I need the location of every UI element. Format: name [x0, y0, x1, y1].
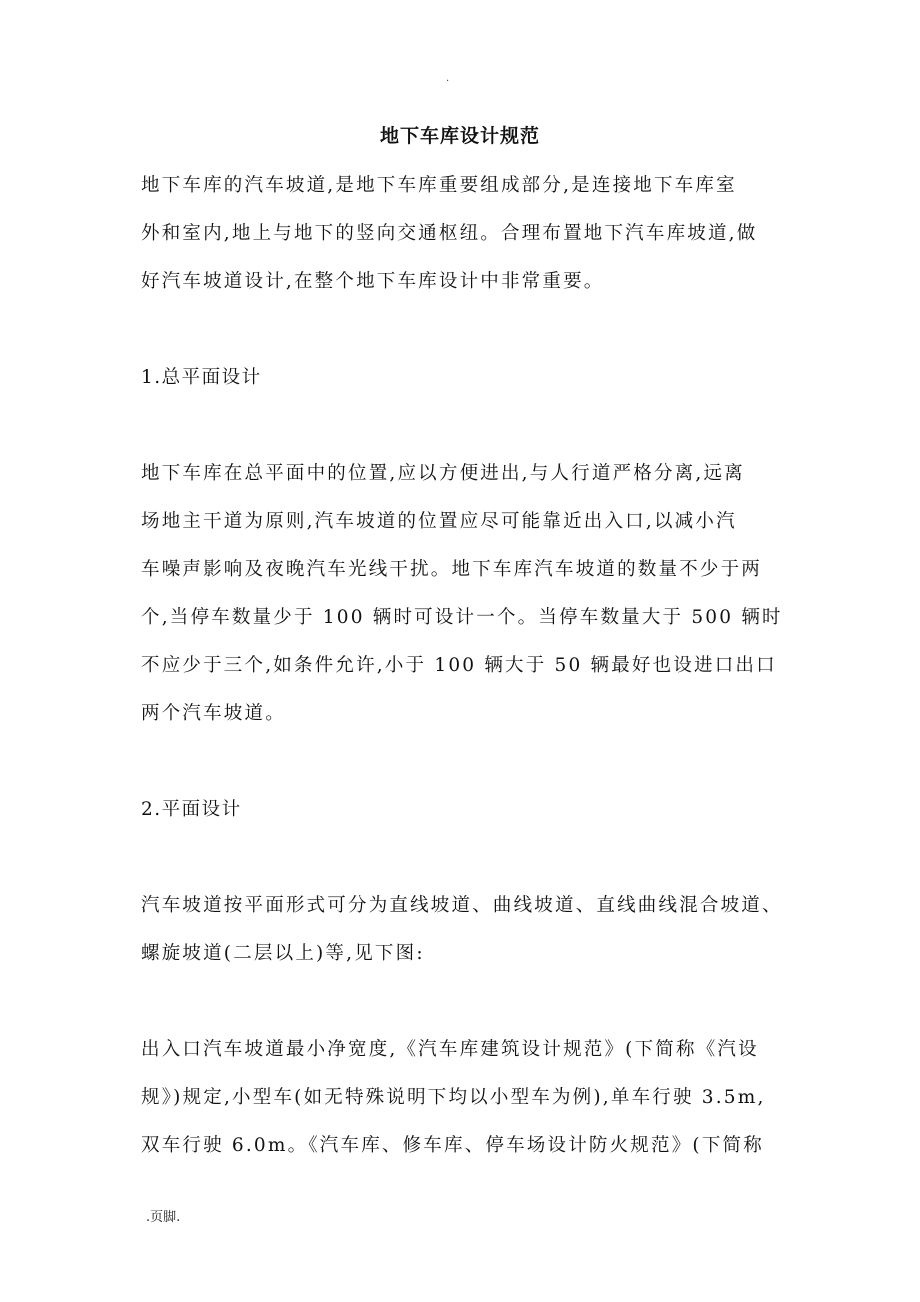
text-line: 场地主干道为原则,汽车坡道的位置应尽可能靠近出入口,以减小汽: [141, 511, 737, 532]
section-heading: 2.平面设计: [141, 799, 242, 820]
section-heading: 1.总平面设计: [141, 367, 262, 388]
text-line: 地下车库的汽车坡道,是地下车库重要组成部分,是连接地下车库室: [141, 175, 737, 196]
text-line: 规》)规定,小型车(如无特殊说明下均以小型车为例),单车行驶 3.5m,: [141, 1087, 766, 1108]
text-line: 双车行驶 6.0m。《汽车库、修车库、停车场设计防火规范》(下简称: [141, 1135, 764, 1156]
text-line: 车噪声影响及夜晚汽车光线干扰。地下车库汽车坡道的数量不少于两: [141, 559, 763, 580]
text-line: 螺旋坡道(二层以上)等,见下图:: [141, 943, 425, 964]
text-line: 好汽车坡道设计,在整个地下车库设计中非常重要。: [141, 271, 605, 292]
text-line: 两个汽车坡道。: [141, 703, 286, 724]
text-line: 出入口汽车坡道最小净宽度,《汽车库建筑设计规范》(下简称《汽设: [141, 1039, 759, 1060]
document-title: 地下车库设计规范: [379, 125, 540, 147]
text-line: 地下车库在总平面中的位置,应以方便进出,与人行道严格分离,远离: [141, 463, 745, 484]
page-footer: .页脚.: [146, 1210, 181, 1225]
text-line: 个,当停车数量少于 100 辆时可设计一个。当停车数量大于 500 辆时: [141, 607, 783, 628]
text-line: 不应少于三个,如条件允许,小于 100 辆大于 50 辆最好也设进口出口: [141, 655, 777, 676]
header-mark: .: [446, 73, 450, 84]
text-line: 汽车坡道按平面形式可分为直线坡道、曲线坡道、直线曲线混合坡道、: [141, 895, 783, 916]
text-line: 外和室内,地上与地下的竖向交通枢纽。合理布置地下汽车库坡道,做: [141, 223, 758, 244]
